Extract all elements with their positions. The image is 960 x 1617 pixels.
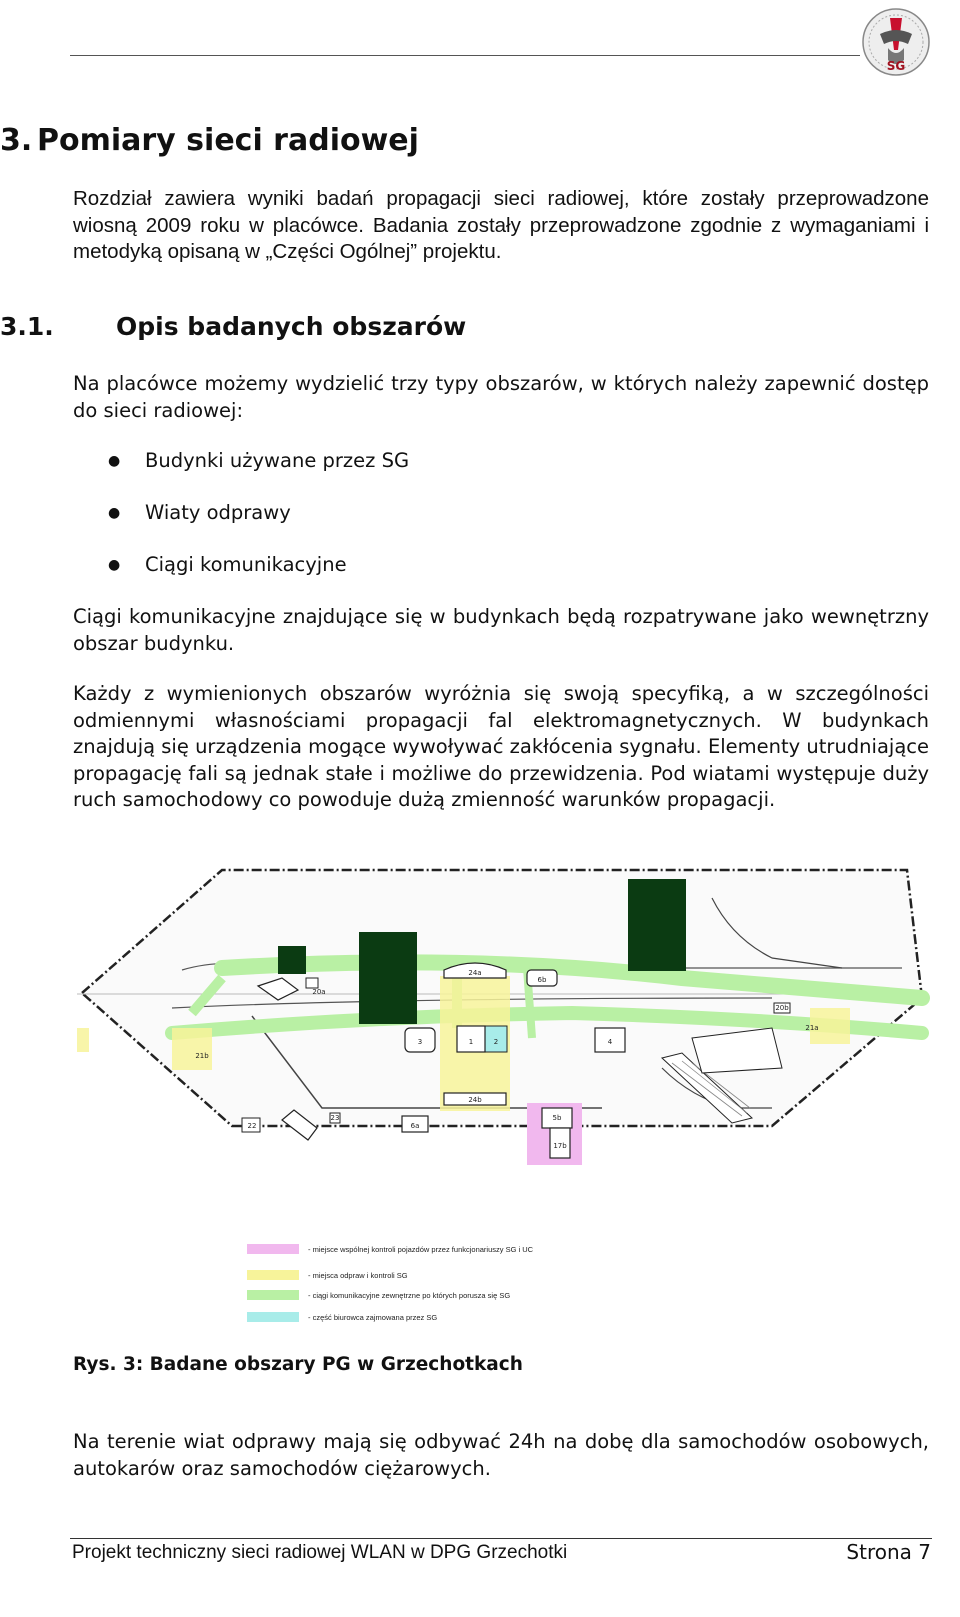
section-heading: 3. Pomiary sieci radiowej (0, 123, 419, 158)
legend-label: - ciągi komunikacyjne zewnętrzne po których porusza się SG (308, 1291, 511, 1300)
header-rule (70, 55, 860, 56)
building-label: 6a (410, 1122, 420, 1130)
legend-swatch (247, 1244, 299, 1254)
building-label: 1 (468, 1038, 474, 1046)
areas-intro-paragraph: Na placówce możemy wydzielić trzy typy obszarów, w których należy zapewnić dostęp do sieci radiowej: (73, 372, 929, 422)
border-guard-emblem-icon (860, 4, 932, 80)
subsection-heading: 3.1. Opis badanych obszarów (0, 312, 467, 341)
footer-rule (70, 1538, 932, 1539)
list-item: ● Budynki używane przez SG (108, 448, 409, 500)
building-label: 24b (468, 1096, 482, 1104)
building-label: 21b (195, 1052, 209, 1060)
building-label: 6b (537, 976, 547, 984)
footer-document-title: Projekt techniczny sieci radiowej WLAN w DPG Grzechotki (72, 1542, 568, 1563)
svg-text:SG: SG (886, 59, 906, 73)
building-label: 17b (553, 1142, 567, 1150)
building-label: 2 (493, 1038, 499, 1046)
figure-caption: Rys. 3: Badane obszary PG w Grzechotkach (73, 1354, 523, 1375)
bullet-icon: ● (108, 453, 121, 469)
corridors-paragraph: Ciągi komunikacyjne znajdujące się w budynkach będą rozpatrywane jako wewnętrzny obszar budynku. (73, 605, 929, 655)
page-number: Strona 7 (846, 1540, 931, 1564)
operating-hours-paragraph: Na terenie wiat odprawy mają się odbywać 24h na dobę dla samochodów osobowych, autokarów oraz samochodów ciężarowych. (73, 1430, 929, 1480)
building-label: 20a (312, 988, 326, 996)
building-label: 21a (805, 1024, 819, 1032)
area-type-list (108, 448, 409, 604)
building-label: 3 (417, 1038, 423, 1046)
building-label: 24a (468, 969, 482, 977)
legend-label: - część biurowca zajmowana przez SG (308, 1313, 438, 1322)
legend-label: - miejsce wspólnej kontroli pojazdów przez funkcjonariuszy SG i UC (308, 1245, 534, 1254)
building-label: 23 (330, 1114, 340, 1122)
bullet-icon: ● (108, 505, 121, 521)
building-label: 5b (552, 1114, 562, 1122)
building-label: 4 (607, 1038, 613, 1046)
building-label: 20b (775, 1004, 789, 1012)
border-crossing-site-plan (72, 858, 932, 1336)
intro-paragraph: Rozdział zawiera wyniki badań propagacji sieci radiowej, które zostały przeprowadzone wiosną 2009 roku w placówce. Badania zostały przeprowadzone zgodnie z wymaganiami i metodyką opisaną w „Części Ogólnej” projektu. (73, 187, 929, 263)
list-item: ● Ciągi komunikacyjne (108, 552, 409, 604)
area-specifics-paragraph: Każdy z wymienionych obszarów wyróżnia się swoją specyfiką, a w szczególności odmiennymi własnościami propagacji fal elektromagnetycznych. W budynkach znajdują się urządzenia mogące wywoływać zakłócenia sygnału. Elementy utrudniające propagację fali są jednak stałe i możliwe do przewidzenia. Pod wiatami występuje duży ruch samochodowy co powoduje dużą zmienność warunków propagacji. (73, 682, 929, 811)
legend-swatch (247, 1290, 299, 1300)
building-label: 22 (247, 1122, 257, 1130)
legend-swatch (247, 1270, 299, 1280)
legend-label: - miejsca odpraw i kontroli SG (308, 1271, 408, 1280)
bullet-icon: ● (108, 557, 121, 573)
legend-swatch (247, 1312, 299, 1322)
list-item: ● Wiaty odprawy (108, 500, 409, 552)
